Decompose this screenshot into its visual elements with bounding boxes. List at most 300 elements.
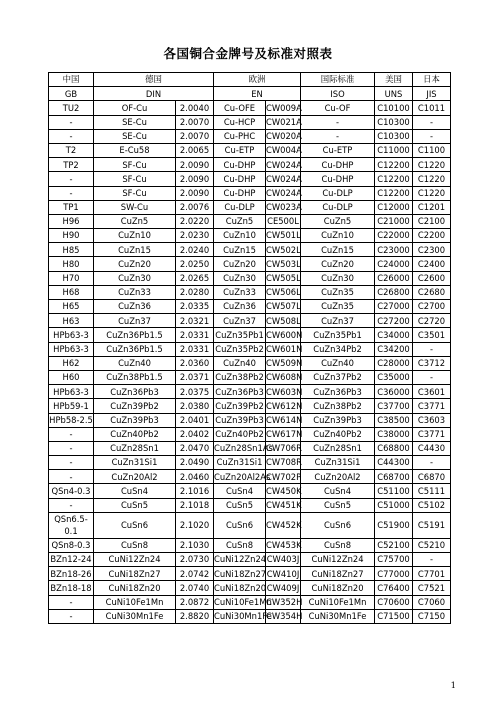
en-number-cell: CW020A xyxy=(266,129,301,143)
uns-grade-cell: C22000 xyxy=(375,229,413,243)
en-name-cell: CuZn33 xyxy=(214,285,266,299)
en-number-cell: CW024A xyxy=(266,186,301,200)
uns-grade-cell: C35000 xyxy=(375,370,413,384)
din-number-cell: 2.0360 xyxy=(176,356,214,370)
en-name-cell: CuZn31Si1 xyxy=(214,456,266,470)
iso-grade-cell: CuZn35Pb1 xyxy=(301,328,375,342)
din-number-cell: 2.0490 xyxy=(176,456,214,470)
din-number-cell: 2.0076 xyxy=(176,200,214,214)
en-number-cell: CW024A xyxy=(266,158,301,172)
table-row xyxy=(49,356,451,370)
uns-grade-cell: C34000 xyxy=(375,328,413,342)
gb-grade-cell: HPb59-1 xyxy=(49,399,94,413)
en-number-cell: CW509N xyxy=(266,356,301,370)
din-number-cell: 2.1020 xyxy=(176,512,214,538)
jis-grade-cell: C3771 xyxy=(413,427,451,441)
iso-grade-cell: CuZn35 xyxy=(301,300,375,314)
gb-grade-cell: H96 xyxy=(49,214,94,228)
header-usa: 美国 xyxy=(375,73,413,87)
en-name-cell: CuZn5 xyxy=(214,214,266,228)
table-row xyxy=(49,427,451,441)
din-number-cell: 2.0460 xyxy=(176,470,214,484)
gb-grade-cell: BZn18-18 xyxy=(49,581,94,595)
iso-grade-cell: - xyxy=(301,129,375,143)
en-name-cell: CuNi12Zn24 xyxy=(214,553,266,567)
uns-grade-cell: C37700 xyxy=(375,399,413,413)
table-row xyxy=(49,581,451,595)
iso-grade-cell: CuZn30 xyxy=(301,271,375,285)
table-row xyxy=(49,456,451,470)
din-name-cell: CuZn36Pb1.5 xyxy=(94,328,176,342)
din-name-cell: CuZn33 xyxy=(94,285,176,299)
uns-grade-cell: C24000 xyxy=(375,257,413,271)
gb-grade-cell: H65 xyxy=(49,300,94,314)
header-en: EN xyxy=(214,87,301,101)
gb-grade-cell: BZn12-24 xyxy=(49,553,94,567)
gb-grade-cell: - xyxy=(49,498,94,512)
jis-grade-cell: C3603 xyxy=(413,413,451,427)
en-name-cell: CuZn36 xyxy=(214,300,266,314)
jis-grade-cell: C2400 xyxy=(413,257,451,271)
gb-grade-cell: H60 xyxy=(49,370,94,384)
din-name-cell: OF-Cu xyxy=(94,101,176,115)
din-name-cell: CuNi30Mn1Fe xyxy=(94,609,176,623)
table-row xyxy=(49,186,451,200)
header-japan: 日本 xyxy=(413,73,451,87)
uns-grade-cell: C51900 xyxy=(375,512,413,538)
din-name-cell: SF-Cu xyxy=(94,186,176,200)
gb-grade-cell: - xyxy=(49,427,94,441)
table-row xyxy=(49,538,451,552)
en-number-cell: CW450K xyxy=(266,484,301,498)
en-name-cell: CuZn35Pb2 xyxy=(214,342,266,356)
table-row xyxy=(49,300,451,314)
en-name-cell: CuZn28Sn1As xyxy=(214,441,266,455)
jis-grade-cell: C2300 xyxy=(413,243,451,257)
din-number-cell: 2.0250 xyxy=(176,257,214,271)
din-name-cell: CuZn20Al2 xyxy=(94,470,176,484)
din-number-cell: 2.0335 xyxy=(176,300,214,314)
iso-grade-cell: CuSn6 xyxy=(301,512,375,538)
en-name-cell: Cu-OFE xyxy=(214,101,266,115)
jis-grade-cell: C2720 xyxy=(413,314,451,328)
gb-grade-cell: - xyxy=(49,441,94,455)
jis-grade-cell: C3501 xyxy=(413,328,451,342)
iso-grade-cell: CuNi18Zn20 xyxy=(301,581,375,595)
en-name-cell: Cu-PHC xyxy=(214,129,266,143)
din-number-cell: 2.0321 xyxy=(176,314,214,328)
table-row xyxy=(49,172,451,186)
en-number-cell: CW410J xyxy=(266,567,301,581)
uns-grade-cell: C38500 xyxy=(375,413,413,427)
din-number-cell: 2.0265 xyxy=(176,271,214,285)
uns-grade-cell: C12000 xyxy=(375,200,413,214)
gb-grade-cell: H90 xyxy=(49,229,94,243)
gb-grade-cell: - xyxy=(49,115,94,129)
din-name-cell: CuSn4 xyxy=(94,484,176,498)
jis-grade-cell: C7150 xyxy=(413,609,451,623)
gb-grade-cell: QSn8-0.3 xyxy=(49,538,94,552)
en-name-cell: Cu-DHP xyxy=(214,158,266,172)
table-row xyxy=(49,342,451,356)
table-row xyxy=(49,314,451,328)
din-name-cell: CuZn39Pb3 xyxy=(94,413,176,427)
table-row xyxy=(49,470,451,484)
table-row xyxy=(49,243,451,257)
iso-grade-cell: CuZn39Pb3 xyxy=(301,413,375,427)
din-name-cell: CuZn40 xyxy=(94,356,176,370)
din-number-cell: 2.0280 xyxy=(176,285,214,299)
en-number-cell: CW024A xyxy=(266,172,301,186)
din-name-cell: CuZn36 xyxy=(94,300,176,314)
uns-grade-cell: C27000 xyxy=(375,300,413,314)
uns-grade-cell: C51000 xyxy=(375,498,413,512)
en-number-cell: CW409J xyxy=(266,581,301,595)
din-name-cell: CuNi18Zn27 xyxy=(94,567,176,581)
gb-grade-cell: H63 xyxy=(49,314,94,328)
din-name-cell: CuZn30 xyxy=(94,271,176,285)
gb-grade-cell: - xyxy=(49,172,94,186)
iso-grade-cell: CuSn5 xyxy=(301,498,375,512)
en-number-cell: CW452K xyxy=(266,512,301,538)
iso-grade-cell: Cu-DLP xyxy=(301,200,375,214)
en-number-cell: CW506L xyxy=(266,285,301,299)
iso-grade-cell: Cu-DHP xyxy=(301,158,375,172)
din-number-cell: 2.0470 xyxy=(176,441,214,455)
din-number-cell: 2.0070 xyxy=(176,129,214,143)
uns-grade-cell: C75700 xyxy=(375,553,413,567)
jis-grade-cell: C5191 xyxy=(413,512,451,538)
uns-grade-cell: C68800 xyxy=(375,441,413,455)
jis-grade-cell: - xyxy=(413,553,451,567)
table-row xyxy=(49,328,451,342)
iso-grade-cell: CuNi18Zn27 xyxy=(301,567,375,581)
en-name-cell: CuZn40Pb2 xyxy=(214,427,266,441)
jis-grade-cell: C2100 xyxy=(413,214,451,228)
en-name-cell: CuZn35Pb1 xyxy=(214,328,266,342)
en-name-cell: Cu-DHP xyxy=(214,186,266,200)
header-din: DIN xyxy=(94,87,214,101)
din-number-cell: 2.8820 xyxy=(176,609,214,623)
din-number-cell: 2.0040 xyxy=(176,101,214,115)
page-number: 1 xyxy=(450,681,456,691)
en-name-cell: CuZn39Pb3 xyxy=(214,413,266,427)
jis-grade-cell: - xyxy=(413,115,451,129)
uns-grade-cell: C52100 xyxy=(375,538,413,552)
iso-grade-cell: CuNi12Zn24 xyxy=(301,553,375,567)
iso-grade-cell: CuZn28Sn1 xyxy=(301,441,375,455)
iso-grade-cell: CuZn15 xyxy=(301,243,375,257)
table-row xyxy=(49,129,451,143)
iso-grade-cell: CuZn5 xyxy=(301,214,375,228)
en-number-cell: CW403J xyxy=(266,553,301,567)
din-name-cell: CuNi18Zn20 xyxy=(94,581,176,595)
din-number-cell: 2.0230 xyxy=(176,229,214,243)
en-number-cell: CW603N xyxy=(266,385,301,399)
gb-grade-cell: H62 xyxy=(49,356,94,370)
en-name-cell: CuZn10 xyxy=(214,229,266,243)
table-row xyxy=(49,441,451,455)
iso-grade-cell: CuZn37Pb2 xyxy=(301,370,375,384)
en-number-cell: CW451K xyxy=(266,498,301,512)
jis-grade-cell: C2600 xyxy=(413,271,451,285)
header-jis: JIS xyxy=(413,87,451,101)
uns-grade-cell: C77000 xyxy=(375,567,413,581)
gb-grade-cell: QSn6.5-0.1 xyxy=(49,512,94,538)
gb-grade-cell: H70 xyxy=(49,271,94,285)
din-name-cell: CuZn40Pb2 xyxy=(94,427,176,441)
en-name-cell: CuSn6 xyxy=(214,512,266,538)
din-name-cell: CuSn5 xyxy=(94,498,176,512)
en-number-cell: CW503L xyxy=(266,257,301,271)
table-row xyxy=(49,101,451,115)
jis-grade-cell: C3712 xyxy=(413,356,451,370)
gb-grade-cell: T2 xyxy=(49,143,94,157)
din-name-cell: CuNi12Zn24 xyxy=(94,553,176,567)
din-name-cell: CuNi10Fe1Mn xyxy=(94,595,176,609)
en-name-cell: CuZn20Al2As xyxy=(214,470,266,484)
din-number-cell: 2.0331 xyxy=(176,328,214,342)
iso-grade-cell: CuZn31Si1 xyxy=(301,456,375,470)
table-row xyxy=(49,609,451,623)
en-number-cell: CW708R xyxy=(266,456,301,470)
din-name-cell: SE-Cu xyxy=(94,129,176,143)
din-number-cell: 2.0730 xyxy=(176,553,214,567)
din-name-cell: SE-Cu xyxy=(94,115,176,129)
din-number-cell: 2.0371 xyxy=(176,370,214,384)
din-name-cell: E-Cu58 xyxy=(94,143,176,157)
uns-grade-cell: C26800 xyxy=(375,285,413,299)
din-number-cell: 2.0331 xyxy=(176,342,214,356)
iso-grade-cell: CuZn20 xyxy=(301,257,375,271)
uns-grade-cell: C26000 xyxy=(375,271,413,285)
iso-grade-cell: CuZn38Pb2 xyxy=(301,399,375,413)
table-row xyxy=(49,214,451,228)
uns-grade-cell: C12200 xyxy=(375,186,413,200)
en-number-cell: CW617N xyxy=(266,427,301,441)
en-name-cell: CuNi10Fe1Mn xyxy=(214,595,266,609)
jis-grade-cell: C6870 xyxy=(413,470,451,484)
table-row xyxy=(49,257,451,271)
jis-grade-cell: C2200 xyxy=(413,229,451,243)
en-name-cell: CuSn5 xyxy=(214,498,266,512)
jis-grade-cell: - xyxy=(413,342,451,356)
en-name-cell: CuZn36Pb3 xyxy=(214,385,266,399)
jis-grade-cell: C1011 xyxy=(413,101,451,115)
en-name-cell: CuZn20 xyxy=(214,257,266,271)
din-name-cell: CuSn8 xyxy=(94,538,176,552)
din-name-cell: CuZn38Pb1.5 xyxy=(94,370,176,384)
gb-grade-cell: - xyxy=(49,186,94,200)
din-name-cell: CuZn5 xyxy=(94,214,176,228)
uns-grade-cell: C34200 xyxy=(375,342,413,356)
en-name-cell: CuZn15 xyxy=(214,243,266,257)
uns-grade-cell: C10300 xyxy=(375,129,413,143)
iso-grade-cell: CuNi30Mn1Fe xyxy=(301,609,375,623)
en-number-cell: CW600N xyxy=(266,328,301,342)
en-name-cell: CuSn8 xyxy=(214,538,266,552)
jis-grade-cell: C1220 xyxy=(413,158,451,172)
header-uns: UNS xyxy=(375,87,413,101)
iso-grade-cell: CuZn36Pb3 xyxy=(301,385,375,399)
gb-grade-cell: HPb63-3 xyxy=(49,328,94,342)
jis-grade-cell: C3771 xyxy=(413,399,451,413)
en-number-cell: CW706R xyxy=(266,441,301,455)
gb-grade-cell: QSn4-0.3 xyxy=(49,484,94,498)
table-row xyxy=(49,399,451,413)
en-name-cell: CuZn39Pb2 xyxy=(214,399,266,413)
table-row xyxy=(49,285,451,299)
en-name-cell: Cu-DLP xyxy=(214,200,266,214)
gb-grade-cell: - xyxy=(49,456,94,470)
jis-grade-cell: C1201 xyxy=(413,200,451,214)
gb-grade-cell: TP2 xyxy=(49,158,94,172)
uns-grade-cell: C38000 xyxy=(375,427,413,441)
din-number-cell: 2.0402 xyxy=(176,427,214,441)
din-name-cell: CuZn20 xyxy=(94,257,176,271)
header-europe: 欧洲 xyxy=(214,73,301,87)
din-name-cell: SF-Cu xyxy=(94,158,176,172)
din-number-cell: 2.0090 xyxy=(176,186,214,200)
din-number-cell: 2.0070 xyxy=(176,115,214,129)
din-number-cell: 2.0240 xyxy=(176,243,214,257)
en-number-cell: CW354H xyxy=(266,609,301,623)
en-name-cell: CuNi18Zn20 xyxy=(214,581,266,595)
en-name-cell: CuZn30 xyxy=(214,271,266,285)
en-name-cell: CuNi18Zn27 xyxy=(214,567,266,581)
din-name-cell: CuZn36Pb3 xyxy=(94,385,176,399)
iso-grade-cell: Cu-OF xyxy=(301,101,375,115)
jis-grade-cell: - xyxy=(413,456,451,470)
gb-grade-cell: - xyxy=(49,129,94,143)
jis-grade-cell: C2700 xyxy=(413,300,451,314)
din-number-cell: 2.0375 xyxy=(176,385,214,399)
header-gb: GB xyxy=(49,87,94,101)
table-row xyxy=(49,115,451,129)
din-name-cell: SW-Cu xyxy=(94,200,176,214)
din-name-cell: CuZn28Sn1 xyxy=(94,441,176,455)
gb-grade-cell: HPb63-3 xyxy=(49,342,94,356)
uns-grade-cell: C12200 xyxy=(375,158,413,172)
header-international: 国际标准 xyxy=(301,73,375,87)
table-row xyxy=(49,229,451,243)
jis-grade-cell: C5210 xyxy=(413,538,451,552)
en-name-cell: CuNi30Mn1Fe xyxy=(214,609,266,623)
iso-grade-cell: CuNi10Fe1Mn xyxy=(301,595,375,609)
uns-grade-cell: C12200 xyxy=(375,172,413,186)
table-row xyxy=(49,484,451,498)
iso-grade-cell: CuSn4 xyxy=(301,484,375,498)
gb-grade-cell: - xyxy=(49,609,94,623)
jis-grade-cell: C1220 xyxy=(413,172,451,186)
en-number-cell: CW021A xyxy=(266,115,301,129)
table-row xyxy=(49,498,451,512)
en-number-cell: CW608N xyxy=(266,370,301,384)
gb-grade-cell: HPb58-2.5 xyxy=(49,413,94,427)
en-number-cell: CW614N xyxy=(266,413,301,427)
din-number-cell: 2.1030 xyxy=(176,538,214,552)
gb-grade-cell: H85 xyxy=(49,243,94,257)
en-name-cell: CuZn40 xyxy=(214,356,266,370)
en-name-cell: Cu-HCP xyxy=(214,115,266,129)
jis-grade-cell: C2680 xyxy=(413,285,451,299)
uns-grade-cell: C51100 xyxy=(375,484,413,498)
gb-grade-cell: BZn18-26 xyxy=(49,567,94,581)
din-number-cell: 2.1016 xyxy=(176,484,214,498)
din-number-cell: 2.0742 xyxy=(176,567,214,581)
table-row xyxy=(49,413,451,427)
din-name-cell: CuZn10 xyxy=(94,229,176,243)
header-germany: 德国 xyxy=(94,73,214,87)
table-row xyxy=(49,271,451,285)
din-number-cell: 2.0872 xyxy=(176,595,214,609)
jis-grade-cell: - xyxy=(413,370,451,384)
en-name-cell: CuZn38Pb2 xyxy=(214,370,266,384)
jis-grade-cell: C5111 xyxy=(413,484,451,498)
en-name-cell: CuZn37 xyxy=(214,314,266,328)
gb-grade-cell: - xyxy=(49,595,94,609)
table-body xyxy=(49,101,451,624)
uns-grade-cell: C11000 xyxy=(375,143,413,157)
gb-grade-cell: TP1 xyxy=(49,200,94,214)
en-name-cell: Cu-DHP xyxy=(214,172,266,186)
en-number-cell: CW505L xyxy=(266,271,301,285)
uns-grade-cell: C28000 xyxy=(375,356,413,370)
header-china: 中国 xyxy=(49,73,94,87)
en-number-cell: CW009A xyxy=(266,101,301,115)
en-number-cell: CW453K xyxy=(266,538,301,552)
iso-grade-cell: CuZn40 xyxy=(301,356,375,370)
gb-grade-cell: TU2 xyxy=(49,101,94,115)
en-number-cell: CW352H xyxy=(266,595,301,609)
table-row xyxy=(49,567,451,581)
en-number-cell: CW612N xyxy=(266,399,301,413)
iso-grade-cell: Cu-DHP xyxy=(301,172,375,186)
din-number-cell: 2.0090 xyxy=(176,172,214,186)
table-row xyxy=(49,385,451,399)
uns-grade-cell: C10300 xyxy=(375,115,413,129)
iso-grade-cell: CuZn34Pb2 xyxy=(301,342,375,356)
iso-grade-cell: CuZn35 xyxy=(301,285,375,299)
din-number-cell: 2.0065 xyxy=(176,143,214,157)
iso-grade-cell: CuZn40Pb2 xyxy=(301,427,375,441)
table-row xyxy=(49,143,451,157)
jis-grade-cell: - xyxy=(413,129,451,143)
table-row xyxy=(49,553,451,567)
en-number-cell: CW508L xyxy=(266,314,301,328)
uns-grade-cell: C44300 xyxy=(375,456,413,470)
din-name-cell: CuZn37 xyxy=(94,314,176,328)
uns-grade-cell: C76400 xyxy=(375,581,413,595)
en-number-cell: CW501L xyxy=(266,229,301,243)
uns-grade-cell: C23000 xyxy=(375,243,413,257)
en-name-cell: Cu-ETP xyxy=(214,143,266,157)
uns-grade-cell: C68700 xyxy=(375,470,413,484)
din-name-cell: CuZn39Pb2 xyxy=(94,399,176,413)
table-row xyxy=(49,595,451,609)
din-name-cell: CuZn31Si1 xyxy=(94,456,176,470)
din-number-cell: 2.0220 xyxy=(176,214,214,228)
jis-grade-cell: C7060 xyxy=(413,595,451,609)
uns-grade-cell: C70600 xyxy=(375,595,413,609)
uns-grade-cell: C21000 xyxy=(375,214,413,228)
din-number-cell: 2.0090 xyxy=(176,158,214,172)
jis-grade-cell: C1100 xyxy=(413,143,451,157)
jis-grade-cell: C7701 xyxy=(413,567,451,581)
table-row xyxy=(49,370,451,384)
uns-grade-cell: C36000 xyxy=(375,385,413,399)
table-row xyxy=(49,200,451,214)
